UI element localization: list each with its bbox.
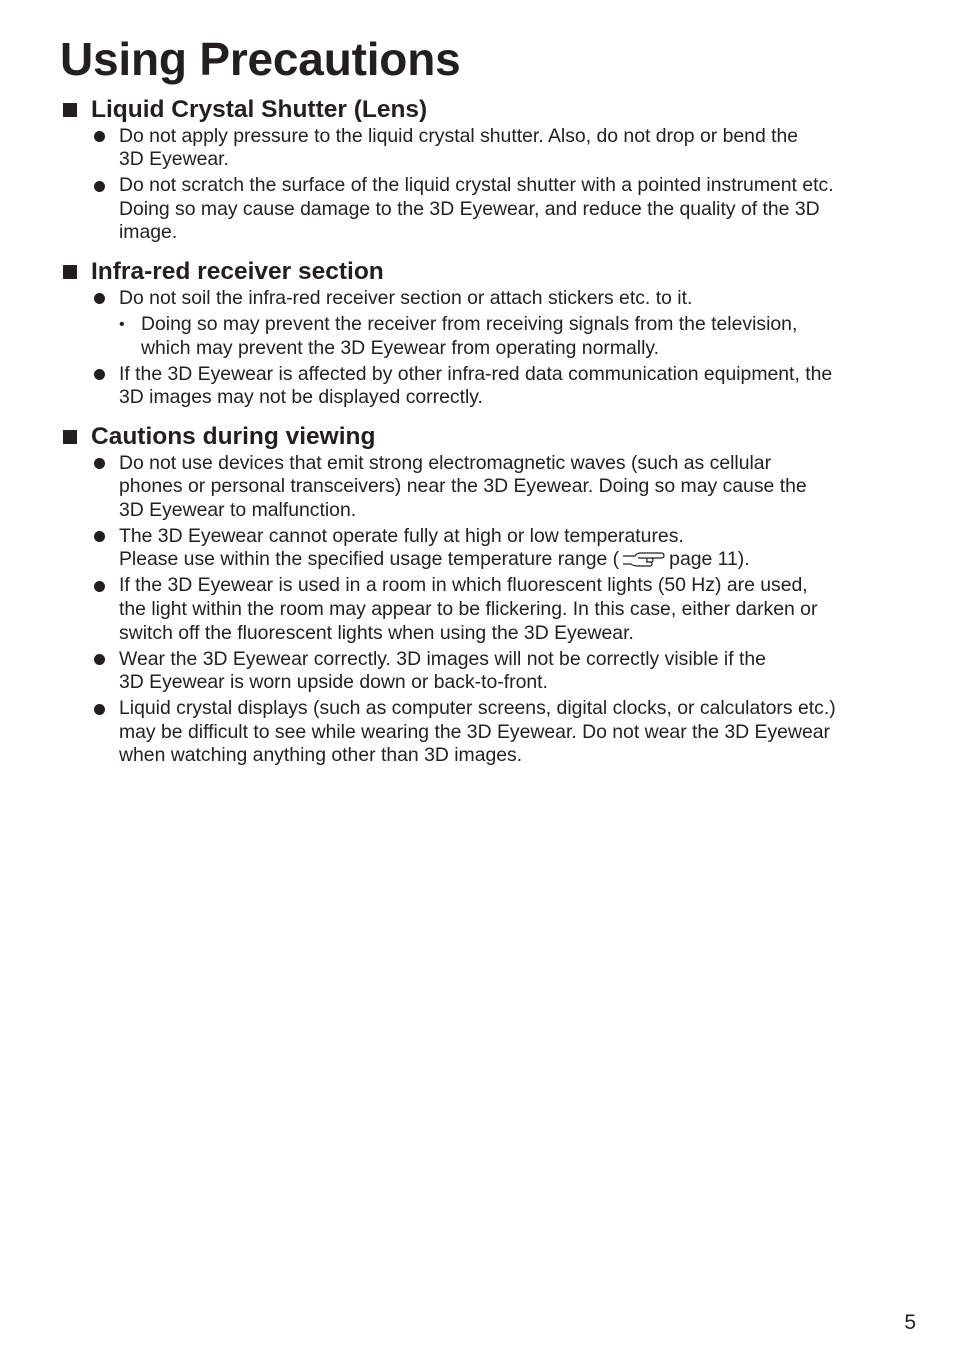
filled-circle-bullet-icon <box>94 654 105 665</box>
item-text-line: switch off the fluorescent lights when using the 3D Eyewear. <box>119 621 634 644</box>
filled-circle-bullet-icon <box>94 369 105 380</box>
square-bullet-icon <box>63 265 77 279</box>
filled-circle-bullet-icon <box>94 181 105 192</box>
section-heading <box>60 422 910 452</box>
item-text-line: If the 3D Eyewear is affected by other infra-red data communication equipment, the <box>119 362 833 385</box>
list-item <box>60 174 910 245</box>
item-text-line-with-reference <box>119 548 910 572</box>
bullet-list <box>60 125 910 245</box>
filled-circle-bullet-icon <box>94 131 105 142</box>
list-item <box>60 125 910 172</box>
reference-prefix: Please use within the specified usage temperature range ( <box>119 548 620 571</box>
sub-list-item <box>60 313 910 360</box>
list-item <box>60 525 910 572</box>
item-text-line: If the 3D Eyewear is used in a room in which fluorescent lights (50 Hz) are used, <box>119 574 808 597</box>
filled-circle-bullet-icon <box>94 581 105 592</box>
section-liquid-crystal-shutter <box>60 95 910 245</box>
sub-bullet-marker: • <box>119 315 125 333</box>
page-number: 5 <box>904 1311 916 1334</box>
list-item <box>60 452 910 523</box>
list-item <box>60 363 910 410</box>
bullet-list <box>60 452 910 768</box>
filled-circle-bullet-icon <box>94 458 105 469</box>
item-text-line: Do not scratch the surface of the liquid crystal shutter with a pointed instrument etc. <box>119 174 834 197</box>
filled-circle-bullet-icon <box>94 531 105 542</box>
section-cautions-during-viewing <box>60 422 910 768</box>
item-text-line: 3D images may not be displayed correctly. <box>119 386 483 409</box>
page-title: Using Precautions <box>60 33 461 85</box>
item-text-line: Do not use devices that emit strong electromagnetic waves (such as cellular <box>119 451 772 474</box>
item-text-line: 3D Eyewear to malfunction. <box>119 498 357 521</box>
item-text-line: The 3D Eyewear cannot operate fully at high or low temperatures. <box>119 524 684 547</box>
list-item <box>60 574 910 645</box>
item-text-line: the light within the room may appear to be flickering. In this case, either darken or <box>119 598 818 621</box>
section-infra-red-receiver <box>60 257 910 410</box>
section-heading <box>60 95 910 125</box>
item-text-line: Doing so may cause damage to the 3D Eyewear, and reduce the quality of the 3D <box>119 197 820 220</box>
bullet-list <box>60 287 910 410</box>
item-text-line: may be difficult to see while wearing the 3D Eyewear. Do not wear the 3D Eyewear <box>119 720 830 743</box>
filled-circle-bullet-icon <box>94 704 105 715</box>
item-text-line: when watching anything other than 3D images. <box>119 744 523 767</box>
item-text-line: Wear the 3D Eyewear correctly. 3D images will not be correctly visible if the <box>119 647 766 670</box>
item-text-line: phones or personal transceivers) near the 3D Eyewear. Doing so may cause the <box>119 475 807 498</box>
item-text-line: Do not apply pressure to the liquid crystal shutter. Also, do not drop or bend the <box>119 124 799 147</box>
item-text-line: 3D Eyewear is worn upside down or back-to-front. <box>119 671 548 694</box>
pointing-hand-icon <box>621 550 665 568</box>
item-text-line: 3D Eyewear. <box>119 148 229 171</box>
section-heading <box>60 257 910 287</box>
section-heading-text: Cautions during viewing <box>91 422 376 450</box>
manual-page <box>60 30 910 780</box>
list-item <box>60 697 910 768</box>
filled-circle-bullet-icon <box>94 293 105 304</box>
item-text-line: Doing so may prevent the receiver from receiving signals from the television, <box>141 312 798 335</box>
reference-suffix: page 11). <box>669 548 750 571</box>
item-text-line: image. <box>119 221 178 244</box>
list-item <box>60 287 910 311</box>
square-bullet-icon <box>63 103 77 117</box>
item-text-line: Do not soil the infra-red receiver section or attach stickers etc. to it. <box>119 286 693 309</box>
section-heading-text: Liquid Crystal Shutter (Lens) <box>91 95 428 123</box>
list-item <box>60 648 910 695</box>
item-text-line: Liquid crystal displays (such as computer screens, digital clocks, or calculators etc.) <box>119 697 836 720</box>
square-bullet-icon <box>63 430 77 444</box>
section-heading-text: Infra-red receiver section <box>91 257 384 285</box>
item-text-line: which may prevent the 3D Eyewear from operating normally. <box>141 336 660 359</box>
